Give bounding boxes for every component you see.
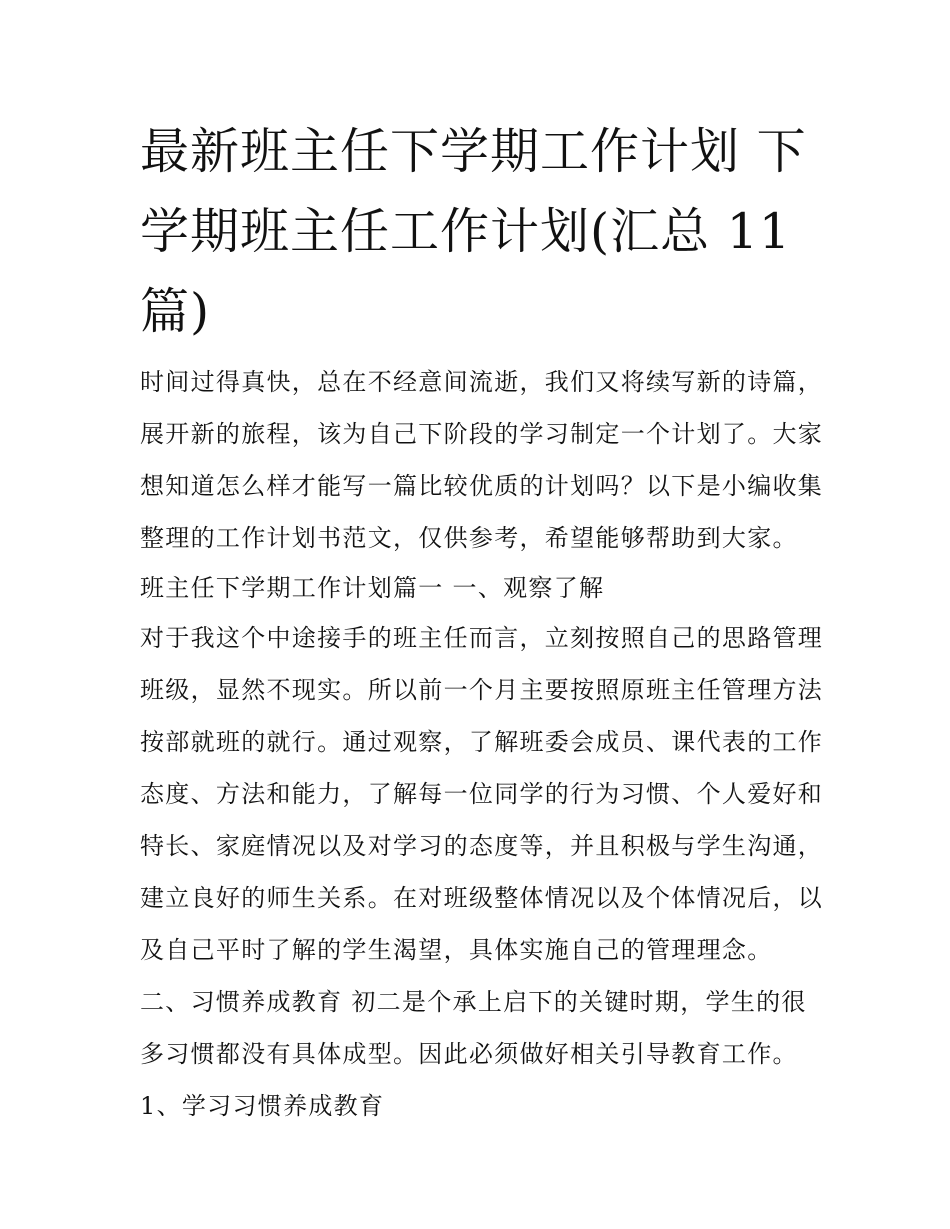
- body-line: 态度、方法和能力，了解每一位同学的行为习惯、个人爱好和: [140, 780, 824, 808]
- document-body: [140, 356, 824, 1132]
- body-line: 特长、家庭情况以及对学习的态度等，并且积极与学生沟通，: [140, 832, 824, 860]
- body-line: 及自己平时了解的学生渴望，具体实施自己的管理理念。: [140, 936, 773, 964]
- body-line: 展开新的旅程，该为自己下阶段的学习制定一个计划了。大家: [140, 420, 824, 448]
- body-line: 二、习惯养成教育 初二是个承上启下的关键时期，学生的很: [140, 988, 807, 1016]
- title-line: 最新班主任下学期工作计划 下: [140, 123, 807, 180]
- title-line: 篇): [140, 283, 211, 340]
- body-line: 对于我这个中途接手的班主任而言，立刻按照自己的思路管理: [140, 624, 824, 652]
- body-line: 按部就班的就行。通过观察，了解班委会成员、课代表的工作: [140, 728, 824, 756]
- section-heading: 班主任下学期工作计划篇一 一、观察了解: [140, 574, 605, 602]
- title-line: 学期班主任工作计划(汇总 11: [140, 203, 792, 260]
- body-line: 多习惯都没有具体成型。因此必须做好相关引导教育工作。: [140, 1040, 798, 1068]
- body-line: 想知道怎么样才能写一篇比较优质的计划吗？以下是小编收集: [140, 472, 824, 500]
- body-line: 班级，显然不现实。所以前一个月主要按照原班主任管理方法: [140, 676, 824, 704]
- body-line: 时间过得真快，总在不经意间流逝，我们又将续写新的诗篇，: [140, 368, 824, 396]
- body-line: 整理的工作计划书范文，仅供参考，希望能够帮助到大家。: [140, 524, 798, 552]
- document-title: [140, 112, 820, 352]
- subsection-heading: 1、学习习惯养成教育: [140, 1092, 385, 1120]
- body-line: 建立良好的师生关系。在对班级整体情况以及个体情况后，以: [140, 884, 824, 912]
